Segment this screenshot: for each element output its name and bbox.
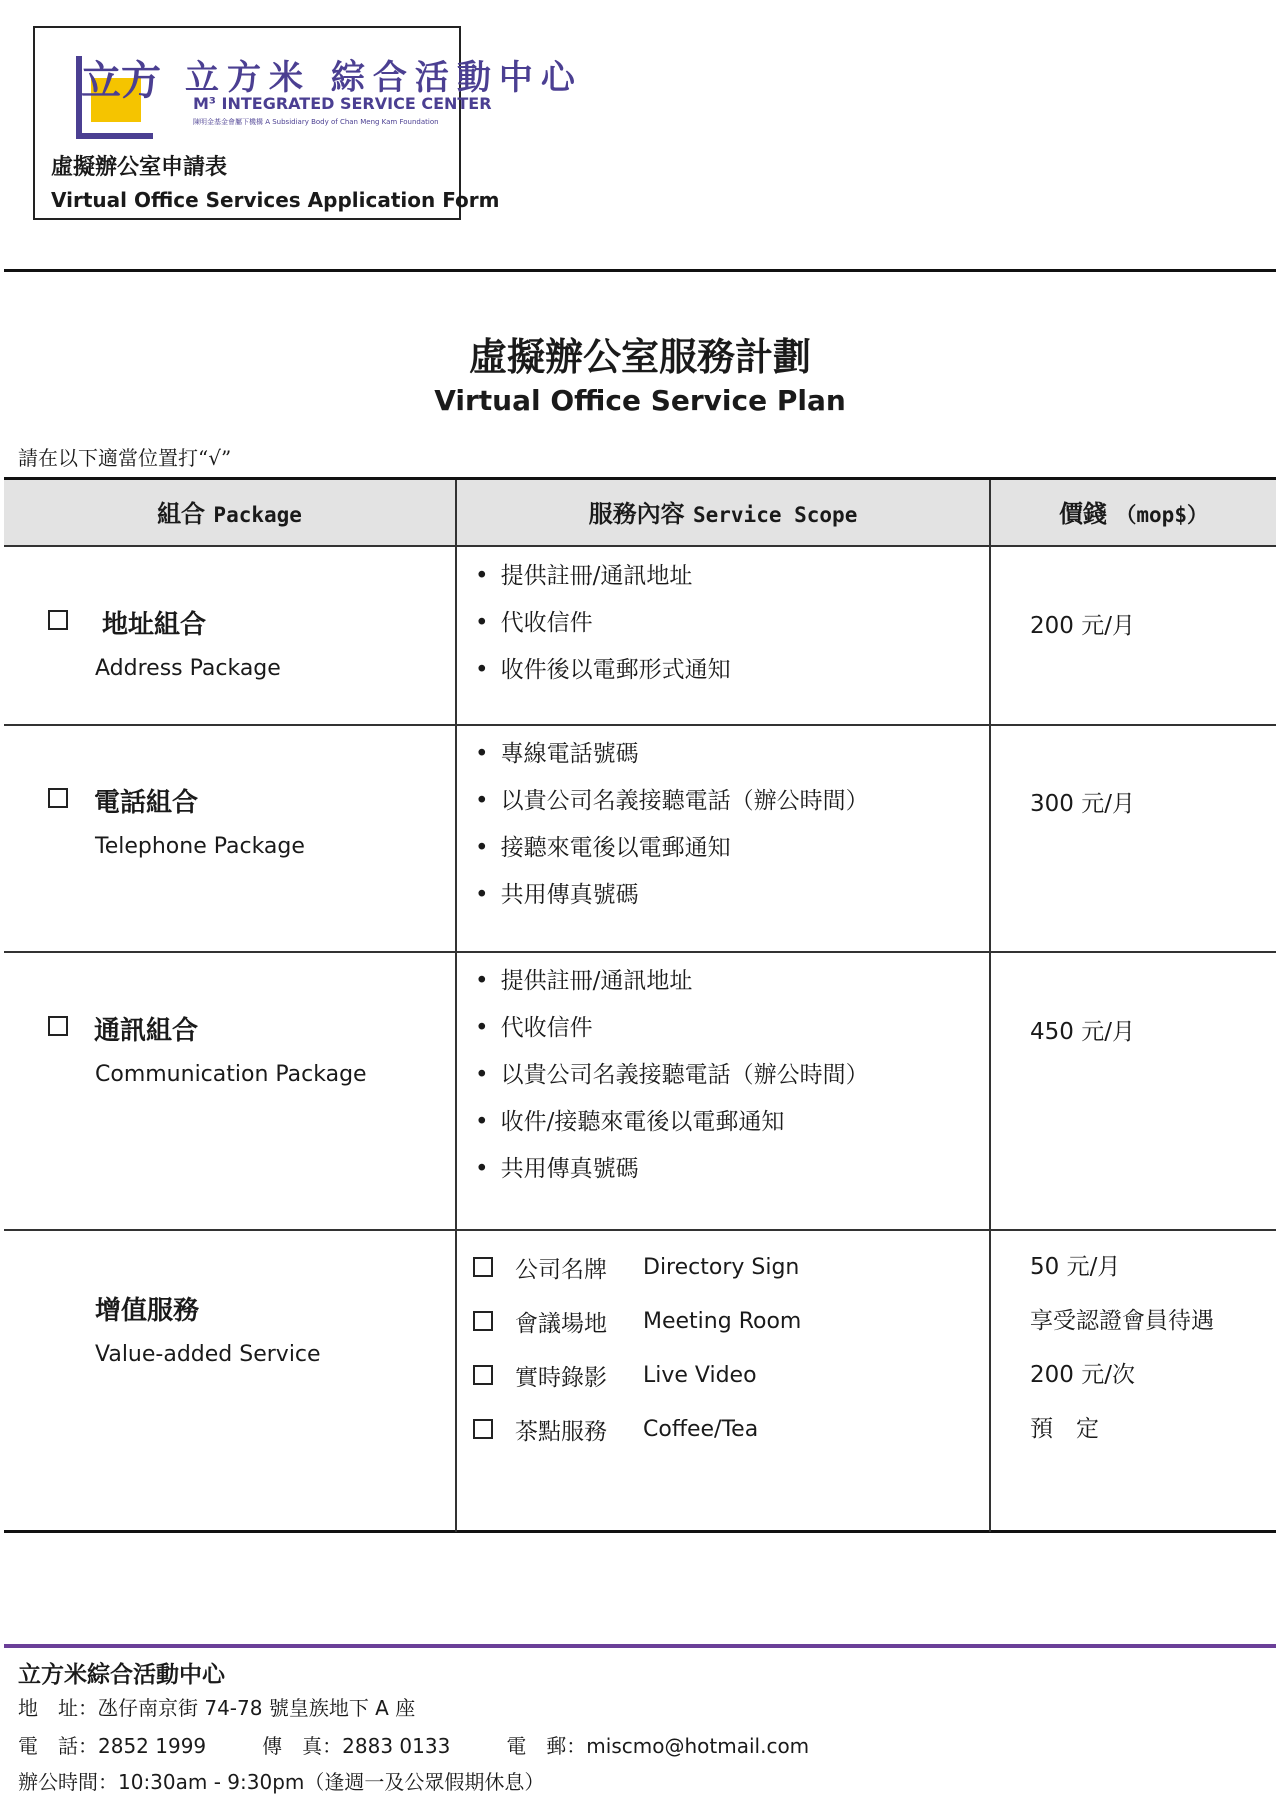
logo-chinese-name: 立方米 綜合活動中心 [185, 58, 583, 98]
footer-email[interactable]: 電 郵：miscmo@hotmail.com [506, 1734, 810, 1758]
telephone-package-scope [475, 731, 869, 919]
address-package-scope [475, 553, 731, 694]
addon-label-cn: 實時錄影 [515, 1364, 607, 1391]
telephone-package-price: 300 元/月 [1030, 791, 1135, 817]
form-title-english: Virtual Office Services Application Form [51, 188, 500, 212]
svg-text:立方: 立方 [81, 58, 161, 104]
address-package-name-en: Address Package [95, 656, 281, 681]
instruction-text: 請在以下適當位置打“√” [18, 446, 232, 470]
communication-package-name-en: Communication Package [95, 1062, 367, 1087]
logo-subtitle: 陳明金基金會屬下機構 A Subsidiary Body of Chan Meng Kam Foundation [193, 118, 439, 126]
list-item: • 收件後以電郵形式通知 [475, 647, 731, 694]
column-divider [455, 480, 457, 1532]
address-package-price: 200 元/月 [1030, 613, 1135, 639]
header-scope-en: Service Scope [692, 503, 858, 527]
list-item: • 接聽來電後以電郵通知 [475, 825, 869, 872]
list-item: • 代收信件 [475, 1005, 869, 1052]
logo-english-name: M³ INTEGRATED SERVICE CENTER [193, 94, 492, 113]
header-package-en: Package [213, 503, 302, 527]
list-item: • 提供註冊/通訊地址 [475, 958, 869, 1005]
footer-phone: 電 話：2852 1999 [18, 1734, 207, 1758]
header-price-en: （mop$） [1115, 503, 1208, 527]
addon-label-en: Live Video [643, 1362, 757, 1388]
footer-contact-line [18, 1730, 809, 1759]
row-divider [4, 1229, 1276, 1231]
addon-label-cn: 公司名牌 [515, 1256, 607, 1283]
coffee-tea-checkbox[interactable] [473, 1419, 493, 1439]
header-divider [4, 269, 1276, 272]
addon-price: 預 定 [1030, 1416, 1099, 1442]
directory-sign-option [473, 1240, 801, 1294]
header-scope-cn: 服務內容 [588, 500, 685, 528]
header-package [4, 494, 455, 529]
communication-package-scope [475, 958, 869, 1193]
addon-price: 50 元/月 [1030, 1254, 1121, 1280]
header-price-cn: 價錢 [1059, 500, 1108, 528]
plan-title-english: Virtual Office Service Plan [434, 384, 846, 417]
communication-package-price: 450 元/月 [1030, 1019, 1135, 1045]
coffee-tea-option [473, 1402, 801, 1456]
header-box [33, 26, 583, 220]
list-item: • 收件/接聽來電後以電郵通知 [475, 1099, 869, 1146]
header-scope [457, 494, 989, 529]
row-divider [4, 951, 1276, 953]
list-item: • 代收信件 [475, 600, 731, 647]
addon-label-en: Coffee/Tea [643, 1416, 759, 1442]
footer-divider [4, 1644, 1276, 1648]
communication-package-name-cn: 通訊組合 [94, 1016, 199, 1046]
addon-label-cn: 茶點服務 [515, 1418, 607, 1445]
telephone-package-name-en: Telephone Package [95, 834, 305, 859]
meeting-room-option [473, 1294, 801, 1348]
communication-package-checkbox[interactable] [48, 1016, 68, 1036]
value-added-options [473, 1240, 801, 1456]
list-item: • 提供註冊/通訊地址 [475, 553, 731, 600]
list-item: • 專線電話號碼 [475, 731, 869, 778]
value-added-name-cn: 增值服務 [95, 1296, 200, 1326]
footer-organization-name: 立方米綜合活動中心 [18, 1661, 225, 1688]
live-video-checkbox[interactable] [473, 1365, 493, 1385]
list-item: • 以貴公司名義接聽電話（辦公時間） [475, 778, 869, 825]
list-item: • 共用傳真號碼 [475, 1146, 869, 1193]
telephone-package-checkbox[interactable] [48, 788, 68, 808]
table-bottom-border [4, 1530, 1276, 1533]
telephone-package-name-cn: 電話組合 [94, 788, 199, 818]
form-title-chinese: 虛擬辦公室申請表 [51, 155, 228, 180]
addon-price: 享受認證會員待遇 [1030, 1308, 1214, 1334]
live-video-option [473, 1348, 801, 1402]
footer-fax: 傳 真：2883 0133 [262, 1734, 451, 1758]
footer-hours: 辦公時間：10:30am - 9:30pm（逢週一及公眾假期休息） [18, 1770, 545, 1794]
directory-sign-checkbox[interactable] [473, 1257, 493, 1277]
meeting-room-checkbox[interactable] [473, 1311, 493, 1331]
value-added-prices [1030, 1240, 1214, 1456]
header-price [991, 494, 1276, 529]
addon-label-en: Directory Sign [643, 1254, 800, 1280]
value-added-name-en: Value-added Service [95, 1342, 321, 1367]
row-divider [4, 724, 1276, 726]
m3-logo-icon [61, 50, 171, 150]
addon-label-en: Meeting Room [643, 1308, 802, 1334]
address-package-name-cn: 地址組合 [102, 610, 207, 640]
footer-address: 地 址：氹仔南京街 74-78 號皇族地下 A 座 [18, 1696, 416, 1720]
addon-price: 200 元/次 [1030, 1362, 1135, 1388]
table-header-divider [4, 545, 1276, 547]
header-package-cn: 組合 [157, 500, 206, 528]
column-divider [989, 480, 991, 1532]
list-item: • 以貴公司名義接聽電話（辦公時間） [475, 1052, 869, 1099]
address-package-checkbox[interactable] [48, 610, 68, 630]
list-item: • 共用傳真號碼 [475, 872, 869, 919]
plan-title-chinese: 虛擬辦公室服務計劃 [468, 334, 811, 379]
addon-label-cn: 會議場地 [515, 1310, 607, 1337]
